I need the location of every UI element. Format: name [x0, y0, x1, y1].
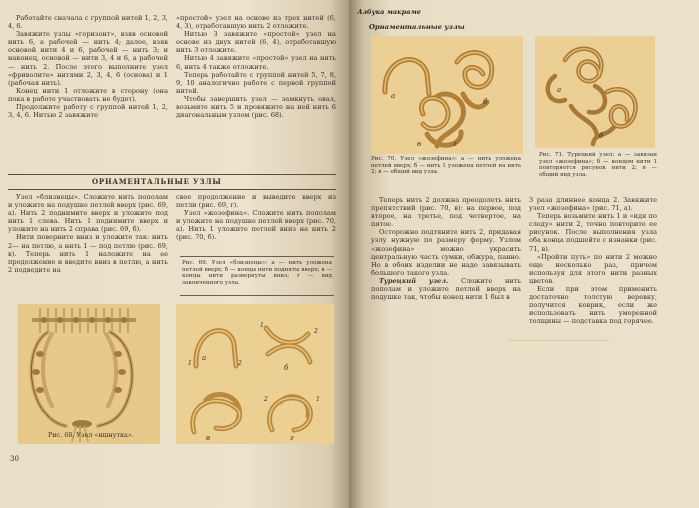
paragraph: 3 раза длиннее конца 2. Завяжите узел «жозефина» (рис. 71, а).	[529, 196, 657, 213]
fig69-num: 2	[264, 396, 268, 403]
fig69-image	[176, 304, 334, 444]
fig69-label-g: г	[290, 434, 294, 442]
paragraph: Узел «близнецы». Сложите нить пополам и уложите на подушке петлей вверх (рис. 69, а). Нить 2 поднимите вверх и уложите под нить 1 слева. Нить 1 поднимите вверх и уложите на нить 2 справа (рис. 69, б).	[8, 193, 168, 234]
paragraph: Осторожно подтяните нить 2, придавая узлу нужную по размеру форму. Узлом «жозефина» можно украсить центральную часть сумки, обжура, панно. Но в обоих изделии не надо завязывать большого такого узла.	[371, 228, 521, 277]
turkish-knot-title: Турецкий узел.	[379, 276, 449, 285]
paragraph: Нити поверните вниз и уложите так: нить 2— на петлю, а нить 1 — под петлю (рис. 69, в). Теперь нить 1 наложите на ее продолжение и введите вниз в петлю, а нить 2 подведите на	[8, 233, 168, 274]
page-number: 30	[10, 455, 19, 463]
left-column-1	[8, 14, 168, 119]
fig69-label-b: б	[284, 364, 289, 372]
fig69-label-v: в	[206, 434, 211, 442]
fig69-num: 1	[316, 396, 320, 403]
fig69-caption: Рис. 69. Узел «близнецы»: а — нить уложена петлей вверх; б — концы нити подняты вверх; в — концы нити развернуты вниз; г — вид законченного узла.	[182, 260, 332, 287]
fig69-num: 2	[314, 328, 318, 335]
section-rule-bottom	[8, 189, 336, 190]
fig68-caption: Рис. 68. Узел «ншнутка».	[48, 431, 134, 439]
running-header-left: Азбука макраме	[357, 8, 421, 16]
faded-rule	[509, 340, 609, 341]
paragraph: Теперь работайте с группой нитей 5, 7, 8, 9, 10 аналогично работе с первой группой нитей.	[176, 70, 336, 95]
fig69-num: 1	[188, 360, 192, 367]
paragraph: Узел «жозефина». Сложите нить пополам и уложите на подушке петлей вверх (рис. 70, а). Нить 1 уложите петлей вниз на нить 2 (рис. 70, б).	[176, 209, 336, 242]
left-column-2	[176, 14, 336, 119]
paragraph: Теперь нить 2 должна преодолеть нить препятствий (рис. 70, в): на первое, под второе, на третье, под четвертое, на пятое.	[371, 196, 521, 229]
right-column-2	[529, 196, 657, 326]
left-column-3	[8, 193, 168, 274]
fig69-knot-drawing	[176, 304, 334, 444]
paragraph: свое продолжение и выведите вверх из петли (рис. 69, г).	[176, 193, 336, 210]
fig71-label-b: б	[599, 132, 604, 140]
fig69-num: 2	[238, 360, 242, 367]
fig70-label-g: г	[453, 140, 457, 148]
paragraph: Нитью 4 завяжите «простой» узел на нить 6, нить 4 также отложите.	[176, 54, 336, 71]
section-title: ОРНАМЕНТАЛЬНЫЕ УЗЛЫ	[92, 177, 222, 186]
paragraph	[371, 277, 521, 301]
fig70-label-b: б	[483, 98, 488, 106]
paragraph: «Пройти путь» по нити 2 можно еще несколько раз, причем используя для этого нити разных цветов.	[529, 252, 657, 285]
right-page	[349, 0, 699, 508]
fig70-caption: Рис. 70. Узел «жозефина»: а — нить уложена петлей вверх; б — нить 1 уложена петлей на нить 2; в — общий вид узла.	[371, 156, 521, 176]
fig71-label-a: а	[557, 86, 562, 94]
left-column-4	[176, 193, 336, 242]
fig70-label-v: в	[417, 140, 422, 148]
fig71-caption: Рис. 71. Турецкий узел: а — завязан узел «жозефина»; б — концом нити 1 повторяется рисунок нити 2; в — общий вид узла.	[539, 152, 657, 179]
right-column-1	[371, 196, 521, 301]
paragraph: Нитью 3 завяжите «простой» узел на основе из двух нитей (6, 4), отработавшую нить 3 отложите.	[176, 30, 336, 55]
running-header-right: Орнаментальные узлы	[369, 23, 465, 31]
paragraph: Если при этом применить достаточно толстую веревку, получится коврик, если же использовать нить умеренной толщины — подставка под горячее.	[529, 285, 657, 326]
paragraph: «простой» узел на основе из трех нитей (6, 4, 3), отработавшую нить 2 отложите.	[176, 14, 336, 31]
paragraph: Конец нити 1 отложите в сторону (она пока в работе участвовать не будет).	[8, 86, 168, 103]
paragraph: Теперь возьмите нить 1 и «идя по следу» нити 2, точно повторите ее рисунок. После выполнения узла оба конца подшейте с изнанки (рис. 71, в).	[529, 212, 657, 253]
paragraph: Завяжите узлы «горизонт», взяв основой нить 6, а рабочей — нить 4; далее, взяв основой нити 4 и 6, рабочей — нить 3; и наконец, основой — нити 3, 4 и 6, а рабочей — нить 2. После этого выполните узел «фриволите» нитями 2, 3, 4, 6 (основа) и 1 (рабочая нить).	[8, 30, 168, 87]
fig69-num: 1	[260, 322, 264, 329]
fig68-image	[18, 304, 160, 444]
fig70-image	[371, 36, 523, 154]
fig71-image	[535, 36, 655, 148]
fig68-knot-drawing	[18, 304, 160, 444]
turkish-knot-text: Сложите нить пополам и уложите петлей вверх на подушке так, чтобы конец нити 1 был в	[371, 276, 521, 302]
fig71-knot-drawing	[535, 36, 655, 148]
paragraph: Работайте сначала с группой нитей 1, 2, 3, 4, 6.	[8, 14, 168, 31]
section-rule-top	[8, 174, 336, 175]
paragraph: Чтобы завершить узел — замкнуть овал, возьмите нить 5 и провяжите на ней нить 6 диагональным узлом (рис. 68).	[176, 94, 336, 120]
fig69-label-a: а	[202, 354, 207, 362]
paragraph: Продолжите работу с группой нитей 1, 2, 3, 4, 6. Нитью 2 завяжите	[8, 103, 168, 120]
fig70-label-a: а	[391, 92, 396, 100]
